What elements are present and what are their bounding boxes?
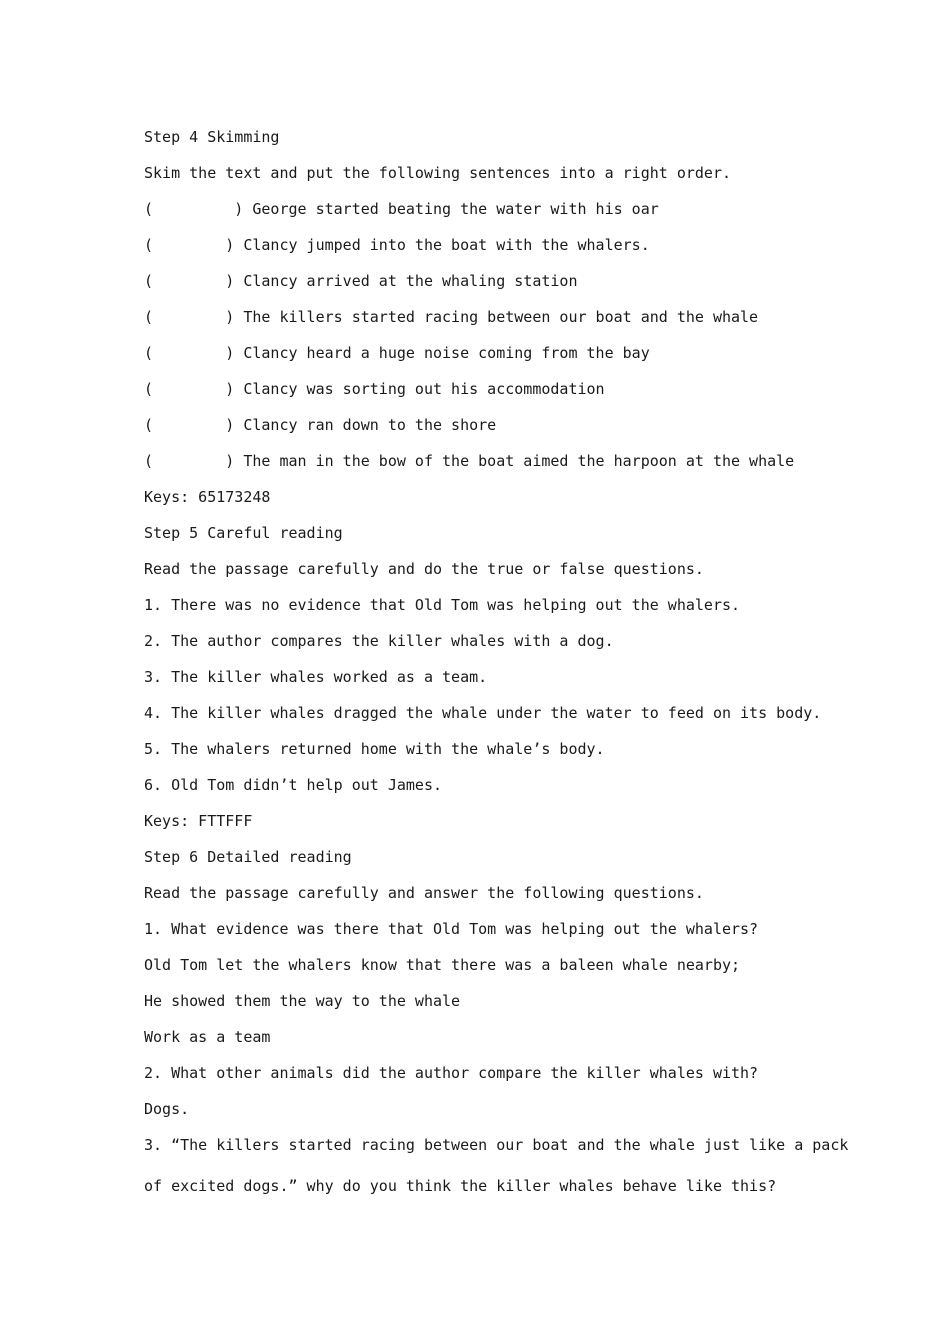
true-false-item: 2. The author compares the killer whales with a dog. — [144, 632, 614, 650]
question-3-line-2: of excited dogs.” why do you think the killer whales behave like this? — [144, 1177, 777, 1195]
order-item: ( ) Clancy heard a huge noise coming from the bay — [144, 344, 650, 362]
true-false-item: 4. The killer whales dragged the whale under the water to feed on its body. — [144, 704, 822, 722]
order-item: ( ) Clancy jumped into the boat with the whalers. — [144, 236, 650, 254]
step5-heading: Step 5 Careful reading — [144, 524, 343, 542]
step4-instruction: Skim the text and put the following sentences into a right order. — [144, 164, 731, 182]
question-1: 1. What evidence was there that Old Tom was helping out the whalers? — [144, 920, 759, 938]
true-false-item: 6. Old Tom didn’t help out James. — [144, 776, 443, 794]
answer-1-line: Work as a team — [144, 1028, 271, 1046]
step4-heading: Step 4 Skimming — [144, 128, 280, 146]
order-item: ( ) Clancy was sorting out his accommodation — [144, 380, 605, 398]
true-false-item: 5. The whalers returned home with the whale’s body. — [144, 740, 605, 758]
order-item: ( ) The killers started racing between our boat and the whale — [144, 308, 759, 326]
question-2: 2. What other animals did the author compare the killer whales with? — [144, 1064, 759, 1082]
order-item: ( ) The man in the bow of the boat aimed the harpoon at the whale — [144, 452, 795, 470]
document-page — [144, 127, 849, 1212]
order-item: ( ) Clancy arrived at the whaling station — [144, 272, 578, 290]
step5-instruction: Read the passage carefully and do the true or false questions. — [144, 560, 704, 578]
order-item: ( ) George started beating the water with his oar — [144, 200, 659, 218]
step6-heading: Step 6 Detailed reading — [144, 848, 352, 866]
answer-1-line: Old Tom let the whalers know that there was a baleen whale nearby; — [144, 956, 741, 974]
question-3-line-1: 3. “The killers started racing between our boat and the whale just like a pack — [144, 1136, 849, 1154]
step5-keys: Keys: FTTFFF — [144, 812, 253, 830]
answer-2: Dogs. — [144, 1100, 190, 1118]
true-false-item: 3. The killer whales worked as a team. — [144, 668, 488, 686]
order-item: ( ) Clancy ran down to the shore — [144, 416, 497, 434]
step6-instruction: Read the passage carefully and answer the following questions. — [144, 884, 704, 902]
step4-keys: Keys: 65173248 — [144, 488, 271, 506]
answer-1-line: He showed them the way to the whale — [144, 992, 461, 1010]
true-false-item: 1. There was no evidence that Old Tom was helping out the whalers. — [144, 596, 741, 614]
